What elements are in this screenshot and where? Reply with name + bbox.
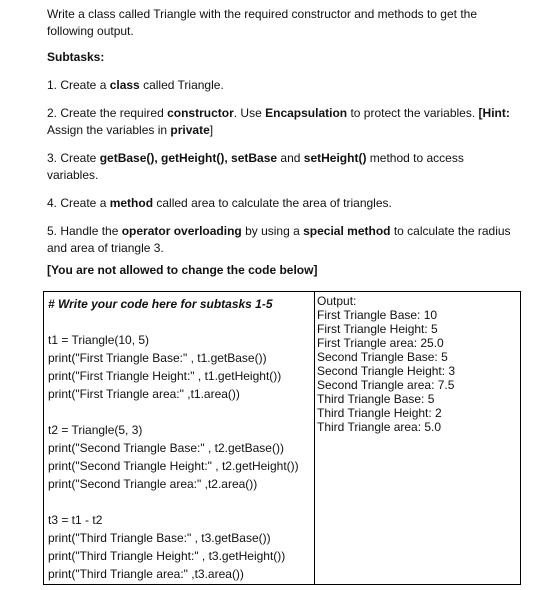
output-label: Output: [317, 294, 357, 308]
code-heading: # Write your code here for subtasks 1-5 [48, 297, 273, 311]
code-line: print("Third Triangle Base:" , t3.getBase()) [48, 531, 271, 545]
code-spacer [48, 493, 310, 511]
code-line: t2 = Triangle(5, 3) [48, 423, 143, 437]
output-line: Second Triangle Base: 5 [317, 350, 448, 364]
output-line: Third Triangle Height: 2 [317, 406, 442, 420]
restriction-note: [You are not allowed to change the code below] [47, 263, 318, 277]
column-divider [314, 292, 315, 584]
code-line: print("Second Triangle Height:" , t2.getHeight()) [48, 459, 299, 473]
task-2: 2. Create the required constructor. Use Encapsulation to protect the variables. [Hint: Assign the variables in private] [47, 106, 510, 137]
code-output-table [43, 291, 521, 585]
code-line: print("Second Triangle Base:" , t2.getBase()) [48, 441, 284, 455]
code-line: print("Second Triangle area:" ,t2.area()) [48, 477, 258, 491]
subtasks-heading: Subtasks: [47, 50, 105, 64]
output-line: First Triangle area: 25.0 [317, 336, 444, 350]
code-line: print("Third Triangle area:" ,t3.area()) [48, 567, 244, 581]
output-line: Third Triangle area: 5.0 [317, 420, 442, 434]
task-5: 5. Handle the operator overloading by using a special method to calculate the radius and area of triangle 3. [47, 224, 511, 255]
code-line: print("First Triangle Base:" , t1.getBase()) [48, 351, 267, 365]
output-line: First Triangle Height: 5 [317, 322, 438, 336]
code-spacer [48, 403, 310, 421]
output-line: Second Triangle area: 7.5 [317, 378, 455, 392]
task-3: 3. Create getBase(), getHeight(), setBase and setHeight() method to access variables. [47, 151, 464, 182]
code-line: print("First Triangle Height:" , t1.getHeight()) [48, 369, 282, 383]
output-line: First Triangle Base: 10 [317, 308, 438, 322]
intro-text: Write a class called Triangle with the required constructor and methods to get the following output. [47, 7, 478, 38]
code-line: print("Third Triangle Height:" , t3.getHeight()) [48, 549, 286, 563]
task-4: 4. Create a method called area to calculate the area of triangles. [47, 196, 392, 210]
task-1: 1. Create a class called Triangle. [47, 78, 224, 92]
code-line: t1 = Triangle(10, 5) [48, 333, 150, 347]
code-line: t3 = t1 - t2 [48, 513, 103, 527]
code-spacer [48, 313, 310, 331]
output-line: Second Triangle Height: 3 [317, 364, 456, 378]
output-column [317, 295, 517, 434]
code-line: print("First Triangle area:" ,t1.area()) [48, 387, 240, 401]
code-column [48, 295, 310, 583]
output-line: Third Triangle Base: 5 [317, 392, 435, 406]
